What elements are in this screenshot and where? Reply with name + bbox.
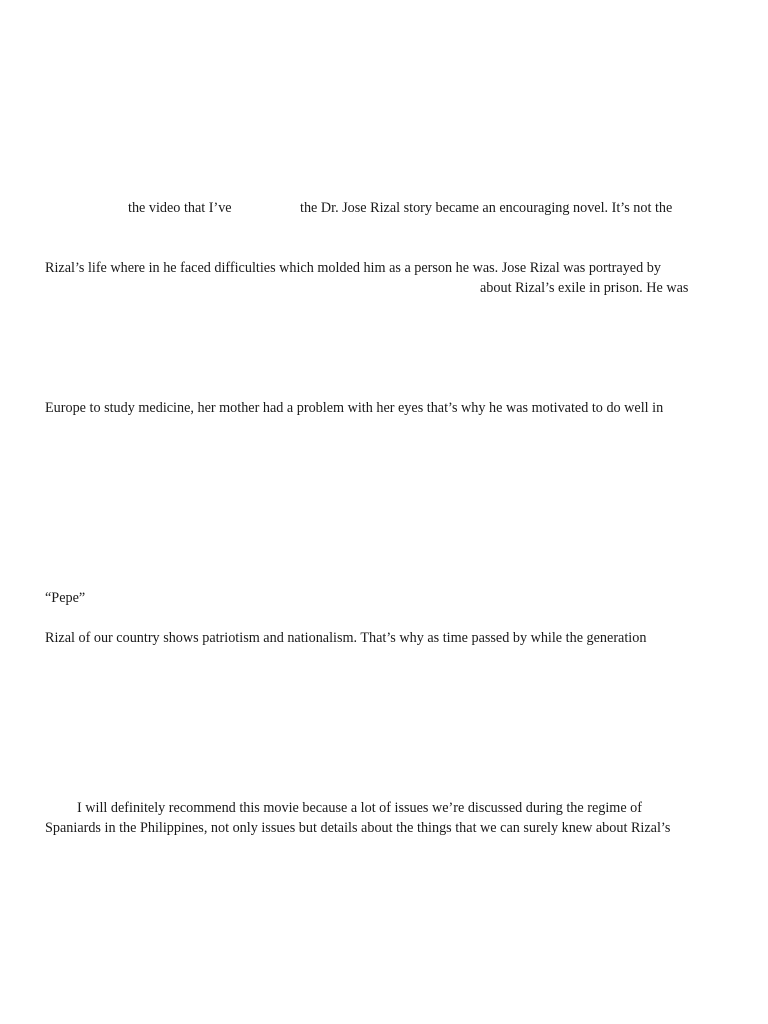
text-fragment: the video that I’ve <box>128 200 232 216</box>
text-fragment: Rizal’s life where in he faced difficulties which molded him as a person he was. Jose Rizal was portrayed by <box>45 260 661 276</box>
text-fragment: the Dr. Jose Rizal story became an encouraging novel. It’s not the <box>300 200 673 216</box>
text-fragment: about Rizal’s exile in prison. He was <box>480 280 689 296</box>
text-fragment: “Pepe” <box>45 590 86 606</box>
text-fragment: Rizal of our country shows patriotism and nationalism. That’s why as time passed by while the generation <box>45 630 647 646</box>
text-fragment: I will definitely recommend this movie because a lot of issues we’re discussed during the regime of <box>77 800 642 816</box>
text-fragment: Europe to study medicine, her mother had a problem with her eyes that’s why he was motivated to do well in <box>45 400 664 416</box>
text-fragment: Spaniards in the Philippines, not only issues but details about the things that we can surely knew about Rizal’s <box>45 820 671 836</box>
